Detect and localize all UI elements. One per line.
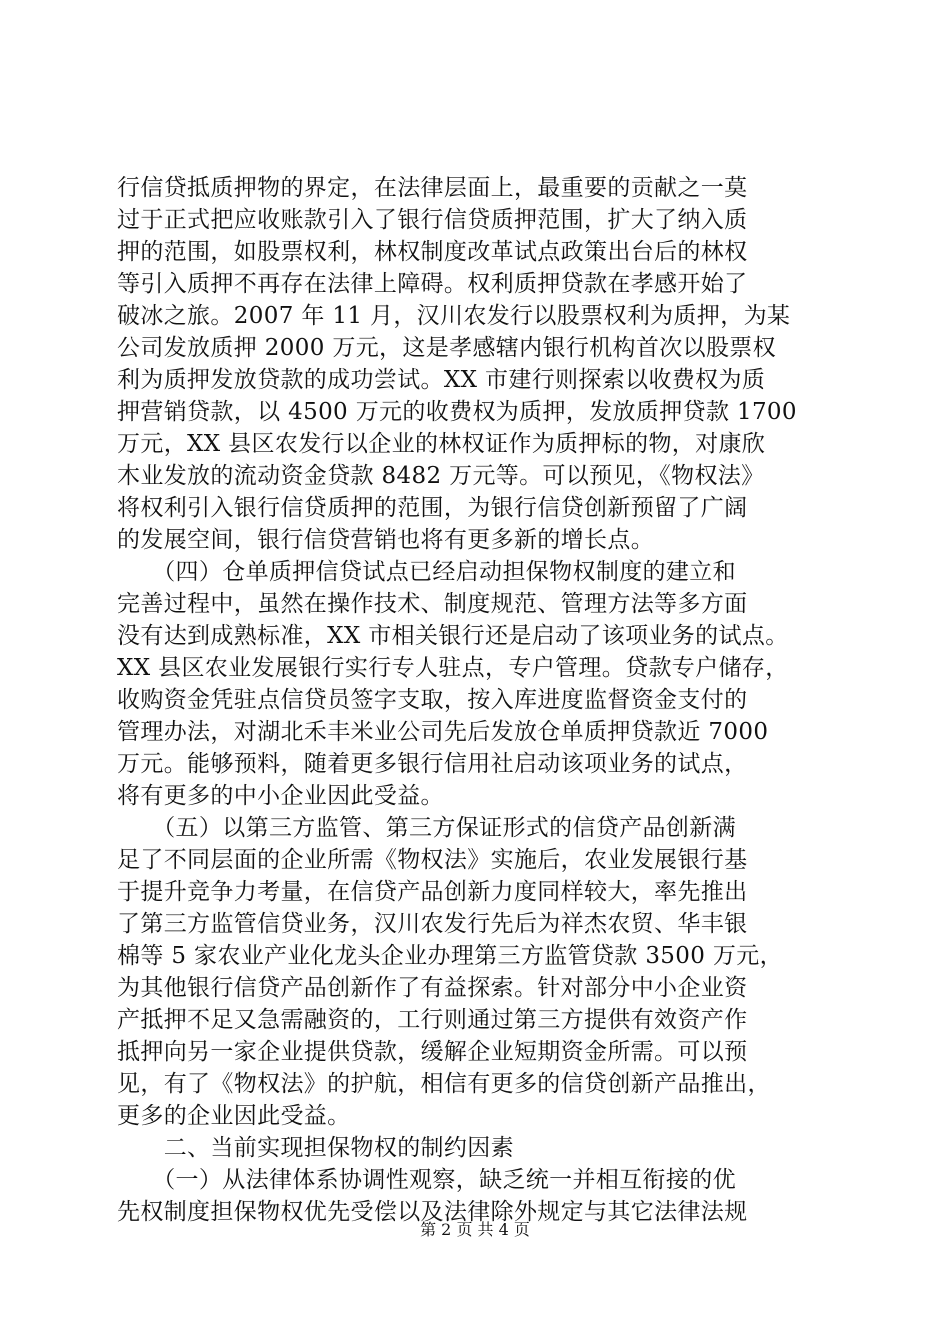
text-line: 更多的企业因此受益。	[117, 1103, 351, 1129]
text-line: 为其他银行信贷产品创新作了有益探索。针对部分中小企业资	[117, 975, 748, 1001]
text-line: 了第三方监管信贷业务，汉川农发行先后为祥杰农贸、华丰银	[117, 911, 748, 937]
text-line: 先权制度担保物权优先受偿以及法律除外规定与其它法律法规	[117, 1199, 748, 1225]
text-line: 公司发放质押 2000 万元，这是孝感辖内银行机构首次以股票权	[117, 335, 777, 361]
section-heading: 二、当前实现担保物权的制约因素	[117, 1135, 514, 1161]
text-line: 押营销贷款，以 4500 万元的收费权为质押，发放质押贷款 1700	[117, 399, 797, 425]
text-line: 木业发放的流动资金贷款 8482 万元等。可以预见，《物权法》	[117, 463, 765, 489]
text-line: 的发展空间，银行信贷营销也将有更多新的增长点。	[117, 527, 655, 553]
body-text	[117, 172, 837, 1228]
text-line: XX 县区农业发展银行实行专人驻点，专户管理。贷款专户储存，	[117, 655, 789, 681]
page-number-footer: 第 2 页 共 4 页	[420, 1220, 530, 1239]
text-line: 行信贷抵质押物的界定，在法律层面上，最重要的贡献之一莫	[117, 175, 748, 201]
text-line: 将权利引入银行信贷质押的范围，为银行信贷创新预留了广阔	[117, 495, 748, 521]
text-line: 棉等 5 家农业产业化龙头企业办理第三方监管贷款 3500 万元，	[117, 943, 783, 969]
text-line: 等引入质押不再存在法律上障碍。权利质押贷款在孝感开始了	[117, 271, 748, 297]
text-line: 押的范围，如股票权利，林权制度改革试点政策出台后的林权	[117, 239, 748, 265]
text-line: 万元，XX 县区农发行以企业的林权证作为质押标的物，对康欣	[117, 431, 766, 457]
text-line: （四）仓单质押信贷试点已经启动担保物权制度的建立和	[117, 559, 736, 585]
text-line: 万元。能够预料，随着更多银行信用社启动该项业务的试点，	[117, 751, 748, 777]
text-line: 破冰之旅。2007 年 11 月，汉川农发行以股票权利为质押，为某	[117, 303, 791, 329]
text-line: 没有达到成熟标准，XX 市相关银行还是启动了该项业务的试点。	[117, 623, 789, 649]
text-line: 完善过程中，虽然在操作技术、制度规范、管理方法等多方面	[117, 591, 748, 617]
text-line: 足了不同层面的企业所需《物权法》实施后，农业发展银行基	[117, 847, 748, 873]
text-line: 收购资金凭驻点信贷员签字支取，按入库进度监督资金支付的	[117, 687, 748, 713]
text-line: 见，有了《物权法》的护航，相信有更多的信贷创新产品推出，	[117, 1071, 771, 1097]
text-line: 于提升竞争力考量，在信贷产品创新力度同样较大，率先推出	[117, 879, 748, 905]
text-line: 利为质押发放贷款的成功尝试。XX 市建行则探索以收费权为质	[117, 367, 766, 393]
text-line: 管理办法，对湖北禾丰米业公司先后发放仓单质押贷款近 7000	[117, 719, 769, 745]
text-line: （五）以第三方监管、第三方保证形式的信贷产品创新满	[117, 815, 736, 841]
text-line: 产抵押不足又急需融资的，工行则通过第三方提供有效资产作	[117, 1007, 748, 1033]
text-line: 将有更多的中小企业因此受益。	[117, 783, 444, 809]
text-line: 过于正式把应收账款引入了银行信贷质押范围，扩大了纳入质	[117, 207, 748, 233]
text-line: （一）从法律体系协调性观察，缺乏统一并相互衔接的优	[117, 1167, 736, 1193]
text-line: 抵押向另一家企业提供贷款，缓解企业短期资金所需。可以预	[117, 1039, 748, 1065]
